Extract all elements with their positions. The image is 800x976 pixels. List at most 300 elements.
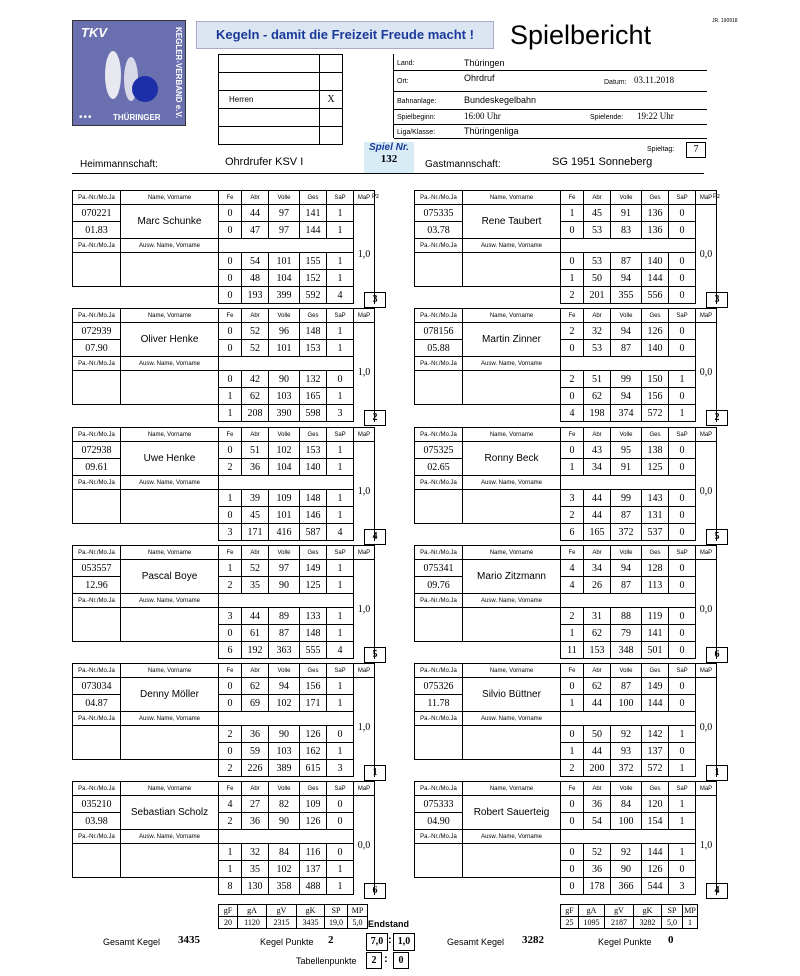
score-cell: 0 <box>669 678 696 695</box>
abr-header: Abr <box>242 782 269 796</box>
score-cell: 1 <box>219 388 242 405</box>
score-cell: 0 <box>561 340 584 357</box>
score-cell: 126 <box>642 861 669 878</box>
abr-header: Abr <box>584 782 611 796</box>
name-header: Name, Vorname <box>463 191 561 205</box>
sap-header: SaP <box>327 191 354 205</box>
score-cell: 0 <box>669 459 696 476</box>
player-block <box>414 308 717 422</box>
score-cell: 126 <box>300 813 327 830</box>
pass-number: 035210 <box>73 796 121 813</box>
score-cell: 34 <box>584 459 611 476</box>
score-cell: 0 <box>219 625 242 642</box>
score-cell: 126 <box>642 323 669 340</box>
score-cell: 1 <box>561 695 584 712</box>
sum-header: gF <box>219 905 238 917</box>
score-cell: 113 <box>642 577 669 594</box>
score-cell: 148 <box>300 490 327 507</box>
score-cell: 100 <box>611 695 642 712</box>
score-cell: 88 <box>611 608 642 625</box>
total-cell: 193 <box>242 287 269 304</box>
score-cell: 4 <box>219 796 242 813</box>
sum-header: gV <box>605 905 634 917</box>
sum-header: SP <box>662 905 683 917</box>
score-cell: 53 <box>584 340 611 357</box>
score-cell: 2 <box>219 459 242 476</box>
score-cell: 1 <box>561 205 584 222</box>
ausw-header: Ausw. Name, Vorname <box>121 594 219 608</box>
fe-header: Fe <box>561 546 584 560</box>
score-cell: 2 <box>219 813 242 830</box>
score-cell: 31 <box>584 608 611 625</box>
abr-header: Abr <box>584 191 611 205</box>
score-cell: 1 <box>327 340 354 357</box>
ges-header: Ges <box>300 546 327 560</box>
score-cell: 94 <box>611 270 642 287</box>
pass-number: 072939 <box>73 323 121 340</box>
score-cell: 125 <box>300 577 327 594</box>
total-cell: 537 <box>642 524 669 541</box>
tabellen-guest: 0 <box>393 952 409 969</box>
total-cell: 372 <box>611 760 642 777</box>
player-name: Rene Taubert <box>463 205 561 239</box>
score-cell: 0 <box>669 490 696 507</box>
score-cell: 143 <box>642 490 669 507</box>
score-cell: 97 <box>269 222 300 239</box>
score-cell: 0 <box>669 695 696 712</box>
ausw-header: Ausw. Name, Vorname <box>463 830 561 844</box>
ges-header: Ges <box>300 191 327 205</box>
map-header: MaP <box>354 664 375 678</box>
score-cell: 101 <box>269 253 300 270</box>
sum-header: gA <box>579 905 605 917</box>
volle-header: Volle <box>611 191 642 205</box>
score-cell: 0 <box>669 861 696 878</box>
sap-header: SaP <box>669 191 696 205</box>
score-cell: 53 <box>584 253 611 270</box>
score-cell: 0 <box>669 222 696 239</box>
birth-year: 07.90 <box>73 340 121 357</box>
birth-year: 09.76 <box>415 577 463 594</box>
total-cell: 0 <box>669 287 696 304</box>
score-cell: 142 <box>642 726 669 743</box>
pass-number: 070221 <box>73 205 121 222</box>
total-cell: 1 <box>669 405 696 422</box>
score-cell: 0 <box>219 270 242 287</box>
fe-header: Fe <box>561 664 584 678</box>
score-cell: 94 <box>611 388 642 405</box>
score-cell: 84 <box>269 844 300 861</box>
score-cell: 141 <box>642 625 669 642</box>
pz-box: 2 <box>706 410 728 426</box>
total-cell: 572 <box>642 405 669 422</box>
player-block <box>414 190 717 304</box>
spiel-nr-box <box>364 142 414 174</box>
guest-summary-table <box>560 904 698 929</box>
ges-header: Ges <box>300 782 327 796</box>
score-cell: 62 <box>242 388 269 405</box>
name-header: Name, Vorname <box>463 546 561 560</box>
sum-header: gV <box>267 905 297 917</box>
pass-header: Pa.-Nr./Mo.Ja <box>415 782 463 796</box>
ges-header: Ges <box>300 664 327 678</box>
score-cell: 53 <box>584 222 611 239</box>
total-cell: 363 <box>269 642 300 659</box>
sap-header: SaP <box>327 782 354 796</box>
player-block <box>414 663 717 777</box>
score-cell: 90 <box>269 813 300 830</box>
score-cell: 0 <box>669 388 696 405</box>
beginn-value: 16:00 Uhr <box>464 111 501 121</box>
player-block <box>72 308 375 422</box>
total-cell: 226 <box>242 760 269 777</box>
score-cell: 149 <box>642 678 669 695</box>
score-cell: 132 <box>300 371 327 388</box>
score-cell: 92 <box>611 726 642 743</box>
birth-year: 09.61 <box>73 459 121 476</box>
total-cell: 11 <box>561 642 584 659</box>
score-cell: 50 <box>584 270 611 287</box>
volle-header: Volle <box>269 309 300 323</box>
score-cell: 51 <box>242 442 269 459</box>
score-cell: 87 <box>611 253 642 270</box>
score-cell: 0 <box>327 844 354 861</box>
pass-number: 073034 <box>73 678 121 695</box>
score-cell: 0 <box>561 796 584 813</box>
player-name: Ronny Beck <box>463 442 561 476</box>
score-cell: 44 <box>584 490 611 507</box>
map-header: MaP <box>696 191 717 205</box>
name-header: Name, Vorname <box>121 309 219 323</box>
pass-header: Pa.-Nr./Mo.Ja <box>73 546 121 560</box>
score-cell: 1 <box>327 695 354 712</box>
page-title: Spielbericht <box>510 20 652 50</box>
total-cell: 178 <box>584 878 611 895</box>
score-cell: 42 <box>242 371 269 388</box>
score-cell: 52 <box>242 340 269 357</box>
map-header: MaP <box>354 428 375 442</box>
bahn-value: Bundeskegelbahn <box>464 95 537 105</box>
pass-header: Pa.-Nr./Mo.Ja <box>415 546 463 560</box>
player-block <box>414 427 717 541</box>
player-name: Pascal Boye <box>121 560 219 594</box>
total-cell: 416 <box>269 524 300 541</box>
sap-header: SaP <box>669 428 696 442</box>
total-cell: 501 <box>642 642 669 659</box>
pass-header: Pa.-Nr./Mo.Ja <box>415 664 463 678</box>
ausw-header: Ausw. Name, Vorname <box>463 357 561 371</box>
sum-header: gA <box>238 905 267 917</box>
score-cell: 0 <box>219 678 242 695</box>
pass-header: Pa.-Nr./Mo.Ja <box>415 476 463 490</box>
abr-header: Abr <box>242 428 269 442</box>
name-header: Name, Vorname <box>121 428 219 442</box>
score-cell: 0 <box>219 222 242 239</box>
score-cell: 1 <box>327 442 354 459</box>
logo-dots: ••• <box>79 112 93 123</box>
score-cell: 52 <box>242 560 269 577</box>
ges-header: Ges <box>300 428 327 442</box>
ausw-header: Ausw. Name, Vorname <box>121 357 219 371</box>
sum-header: SP <box>325 905 348 917</box>
player-block <box>72 663 375 777</box>
pass-header: Pa.-Nr./Mo.Ja <box>73 664 121 678</box>
score-cell: 99 <box>611 371 642 388</box>
map-cell: 0,0 <box>696 205 717 304</box>
total-cell: 358 <box>269 878 300 895</box>
fe-header: Fe <box>561 428 584 442</box>
pz-box: 3 <box>364 292 386 308</box>
tabellen-label: Tabellenpunkte <box>296 956 357 966</box>
fe-header: Fe <box>219 309 242 323</box>
score-cell: 137 <box>642 743 669 760</box>
map-cell: 1,0 <box>696 796 717 895</box>
pass-number: 053557 <box>73 560 121 577</box>
score-cell: 144 <box>642 695 669 712</box>
total-cell: 171 <box>242 524 269 541</box>
fe-header: Fe <box>219 428 242 442</box>
volle-header: Volle <box>269 428 300 442</box>
score-cell: 36 <box>242 726 269 743</box>
score-cell: 44 <box>584 743 611 760</box>
score-cell: 162 <box>300 743 327 760</box>
pass-header: Pa.-Nr./Mo.Ja <box>73 191 121 205</box>
pz-box: 5 <box>364 647 386 663</box>
player-block <box>72 427 375 541</box>
map-header: MaP <box>696 664 717 678</box>
player-block <box>72 545 375 659</box>
score-cell: 1 <box>561 459 584 476</box>
score-cell: 62 <box>584 625 611 642</box>
pz-box: 1 <box>706 765 728 781</box>
abr-header: Abr <box>242 664 269 678</box>
score-cell: 1 <box>327 577 354 594</box>
score-cell: 45 <box>584 205 611 222</box>
score-cell: 0 <box>219 743 242 760</box>
home-punkte-value: 2 <box>328 934 334 946</box>
score-cell: 126 <box>300 726 327 743</box>
score-cell: 94 <box>269 678 300 695</box>
total-cell: 0 <box>219 287 242 304</box>
herren-label: Herren <box>219 91 320 109</box>
score-cell: 94 <box>611 323 642 340</box>
score-cell: 36 <box>242 459 269 476</box>
score-cell: 1 <box>669 844 696 861</box>
score-cell: 1 <box>219 861 242 878</box>
score-cell: 153 <box>300 340 327 357</box>
fe-header: Fe <box>561 191 584 205</box>
score-cell: 0 <box>669 442 696 459</box>
volle-header: Volle <box>611 546 642 560</box>
score-cell: 1 <box>327 507 354 524</box>
score-cell: 0 <box>327 813 354 830</box>
total-cell: 399 <box>269 287 300 304</box>
total-cell: 4 <box>327 287 354 304</box>
score-cell: 91 <box>611 459 642 476</box>
score-cell: 59 <box>242 743 269 760</box>
volle-header: Volle <box>611 428 642 442</box>
map-cell: 1,0 <box>354 323 375 422</box>
total-cell: 198 <box>584 405 611 422</box>
map-header: MaP <box>696 546 717 560</box>
player-block <box>72 781 375 895</box>
total-cell: 374 <box>611 405 642 422</box>
score-cell: 1 <box>669 813 696 830</box>
name-header: Name, Vorname <box>121 546 219 560</box>
score-cell: 96 <box>269 323 300 340</box>
total-cell: 208 <box>242 405 269 422</box>
fe-header: Fe <box>219 782 242 796</box>
score-cell: 62 <box>242 678 269 695</box>
score-cell: 0 <box>219 253 242 270</box>
score-cell: 109 <box>269 490 300 507</box>
ende-label: Spielende: <box>590 114 624 121</box>
sum-value: 3435 <box>297 917 325 929</box>
name-header: Name, Vorname <box>463 664 561 678</box>
ort-value: Ohrdruf <box>464 73 495 83</box>
score-cell: 0 <box>561 813 584 830</box>
pass-number: 075335 <box>415 205 463 222</box>
map-cell: 0,0 <box>696 678 717 777</box>
ausw-header: Ausw. Name, Vorname <box>121 239 219 253</box>
score-cell: 165 <box>300 388 327 405</box>
total-cell: 390 <box>269 405 300 422</box>
total-cell: 201 <box>584 287 611 304</box>
sap-header: SaP <box>327 309 354 323</box>
pass-header: Pa.-Nr./Mo.Ja <box>415 830 463 844</box>
volle-header: Volle <box>611 782 642 796</box>
tabellen-home: 2 <box>366 952 382 969</box>
total-cell: 355 <box>611 287 642 304</box>
score-cell: 26 <box>584 577 611 594</box>
score-cell: 90 <box>611 861 642 878</box>
sum-value: 19,0 <box>325 917 348 929</box>
abr-header: Abr <box>584 428 611 442</box>
sap-header: SaP <box>669 309 696 323</box>
total-cell: 4 <box>327 642 354 659</box>
score-cell: 1 <box>327 388 354 405</box>
spieltag-label: Spieltag: <box>647 146 675 153</box>
total-cell: 592 <box>300 287 327 304</box>
score-cell: 0 <box>327 726 354 743</box>
gast-team: SG 1951 Sonneberg <box>552 156 653 168</box>
score-cell: 1 <box>327 625 354 642</box>
sap-header: SaP <box>327 664 354 678</box>
score-cell: 2 <box>561 323 584 340</box>
total-cell: 389 <box>269 760 300 777</box>
match-info <box>393 54 707 138</box>
sum-value: 25 <box>561 917 579 929</box>
player-name: Marc Schunke <box>121 205 219 239</box>
score-cell: 153 <box>300 442 327 459</box>
score-cell: 0 <box>219 442 242 459</box>
doc-number: JR. 190918 <box>712 18 738 24</box>
pz-box: 4 <box>706 883 728 899</box>
score-cell: 148 <box>300 625 327 642</box>
motto-banner: Kegeln - damit die Freizeit Freude macht ! <box>196 21 494 49</box>
ausw-header: Ausw. Name, Vorname <box>121 830 219 844</box>
pass-number: 078156 <box>415 323 463 340</box>
sum-value: 3282 <box>634 917 662 929</box>
score-cell: 1 <box>561 743 584 760</box>
map-header: MaP <box>696 428 717 442</box>
guest-punkte-value: 0 <box>668 934 674 946</box>
score-cell: 44 <box>584 695 611 712</box>
map-cell: 1,0 <box>354 560 375 659</box>
fe-header: Fe <box>561 309 584 323</box>
beginn-label: Spielbeginn: <box>397 114 436 121</box>
score-cell: 34 <box>584 560 611 577</box>
score-cell: 90 <box>269 726 300 743</box>
name-header: Name, Vorname <box>463 428 561 442</box>
home-punkte-label: Kegel Punkte <box>260 937 314 947</box>
score-cell: 136 <box>642 205 669 222</box>
score-cell: 144 <box>642 844 669 861</box>
birth-year: 03.98 <box>73 813 121 830</box>
total-cell: 366 <box>611 878 642 895</box>
pass-header: Pa.-Nr./Mo.Ja <box>73 239 121 253</box>
score-cell: 61 <box>242 625 269 642</box>
score-cell: 32 <box>242 844 269 861</box>
score-cell: 52 <box>584 844 611 861</box>
ausw-header: Ausw. Name, Vorname <box>463 476 561 490</box>
pass-header: Pa.-Nr./Mo.Ja <box>415 191 463 205</box>
score-cell: 1 <box>669 796 696 813</box>
score-cell: 0 <box>561 253 584 270</box>
map-header: MaP <box>354 309 375 323</box>
score-cell: 0 <box>669 507 696 524</box>
score-cell: 0 <box>669 270 696 287</box>
total-cell: 572 <box>642 760 669 777</box>
score-cell: 36 <box>242 813 269 830</box>
pass-number: 075341 <box>415 560 463 577</box>
ges-header: Ges <box>642 546 669 560</box>
total-cell: 4 <box>561 405 584 422</box>
sap-header: SaP <box>327 428 354 442</box>
score-cell: 0 <box>669 340 696 357</box>
score-cell: 0 <box>219 371 242 388</box>
score-cell: 87 <box>611 577 642 594</box>
liga-value: Thüringenliga <box>464 126 519 136</box>
pass-header: Pa.-Nr./Mo.Ja <box>73 357 121 371</box>
score-cell: 104 <box>269 270 300 287</box>
sum-header: gF <box>561 905 579 917</box>
score-cell: 0 <box>219 695 242 712</box>
score-cell: 99 <box>611 490 642 507</box>
total-cell: 544 <box>642 878 669 895</box>
ges-header: Ges <box>642 191 669 205</box>
score-cell: 90 <box>269 371 300 388</box>
birth-year: 03.78 <box>415 222 463 239</box>
score-cell: 1 <box>669 371 696 388</box>
score-cell: 137 <box>300 861 327 878</box>
player-name: Uwe Henke <box>121 442 219 476</box>
home-summary-table <box>218 904 368 929</box>
score-cell: 1 <box>327 270 354 287</box>
total-cell: 165 <box>584 524 611 541</box>
score-cell: 155 <box>300 253 327 270</box>
score-cell: 0 <box>219 205 242 222</box>
total-cell: 2 <box>219 760 242 777</box>
birth-year: 04.87 <box>73 695 121 712</box>
bowling-pins-icon <box>93 45 163 107</box>
heim-label: Heimmannschaft: <box>80 159 158 170</box>
map-header: MaP <box>354 782 375 796</box>
score-cell: 103 <box>269 743 300 760</box>
total-cell: 587 <box>300 524 327 541</box>
score-cell: 62 <box>584 678 611 695</box>
score-cell: 152 <box>300 270 327 287</box>
